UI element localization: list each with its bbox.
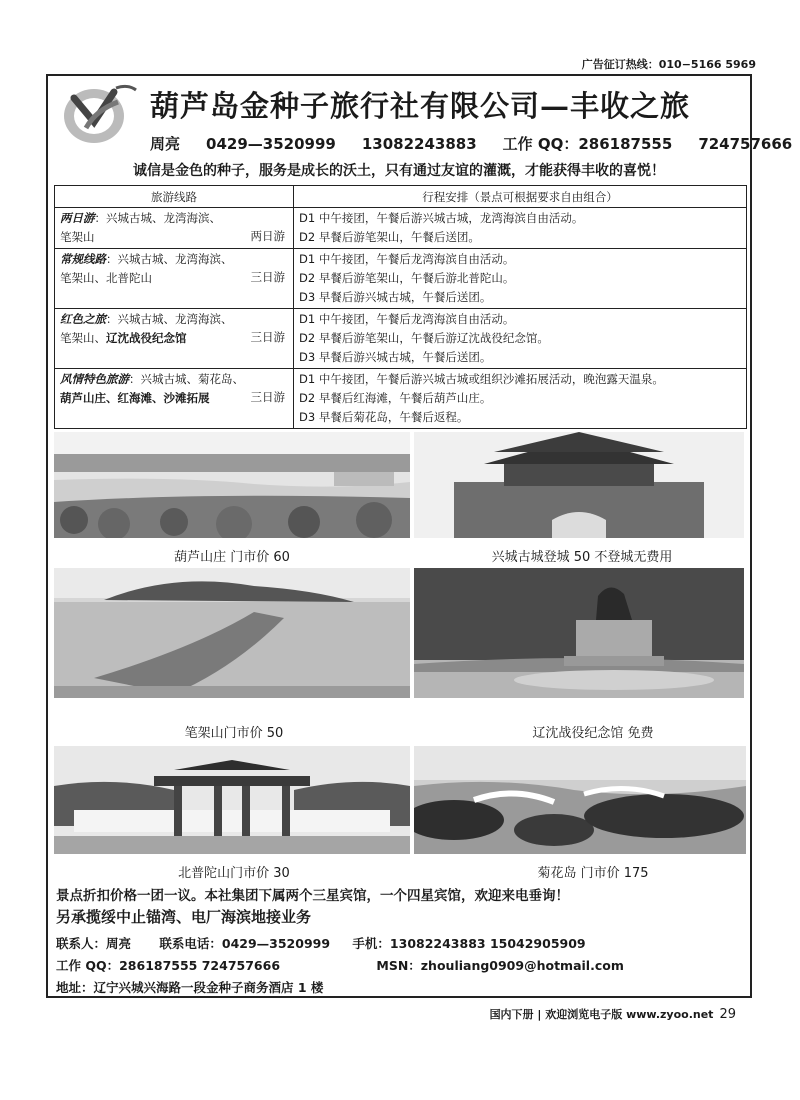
schedule-cell [294,309,747,369]
route-days: 三日游 [250,270,285,284]
route-name: 两日游 [60,211,95,225]
table-row [55,369,747,429]
page-footer [490,1006,736,1022]
photo-xingcheng-gate [414,432,744,538]
contact-phone: 0429—3520999 [206,135,336,153]
table-row [55,309,747,369]
slogan: 诚信是金色的种子，服务是成长的沃土，只有通过友谊的灌溉，才能获得丰收的喜悦！ [133,163,665,179]
caption-north-putuo: 北普陀山门市价 30 [178,866,290,881]
table-row [55,208,747,249]
route-days: 三日游 [250,330,285,344]
schedule-day: D1 中午接团，午餐后龙湾海滨自由活动。 [299,312,515,326]
caption-xingcheng-gate: 兴城古城登城 50 不登城无费用 [491,550,673,565]
contact-qq: 工作 QQ：286187555 [502,135,673,153]
photo-huludao-villa [54,432,410,538]
route-line: 笔架山、北普陀山 [60,271,152,285]
footer-text: 国内下册 | 欢迎浏览电子版 www.zyoo.net [489,1008,714,1021]
schedule-day: D3 早餐后菊花岛，午餐后返程。 [299,410,469,424]
header-contact-line [150,133,792,154]
photo-juhua-island [414,746,746,854]
schedule-day: D1 中午接团，午餐后游兴城古城或组织沙滩拓展活动，晚泡露天温泉。 [299,372,664,386]
schedule-day: D1 中午接团，午餐后龙湾海滨自由活动。 [299,252,515,266]
route-line: 葫芦山庄、红海滩、沙滩拓展 [60,391,210,405]
route-cell: 红色之旅：兴城古城、龙湾海滨、 笔架山、辽沈战役纪念馆 三日游 [55,309,294,369]
route-line: 兴城古城、菊花岛、 [140,372,244,386]
route-line: 笔架山 [60,230,95,244]
caption-juhua-island: 菊花岛 门市价 175 [537,866,649,881]
address: 地址：辽宁兴城兴海路一段金种子商务酒店 1 楼 [56,980,324,995]
contact-tel: 联系电话：0429—3520999 [159,936,331,951]
route-name: 红色之旅 [60,312,106,326]
schedule-day: D2 早餐后红海滩，午餐后葫芦山庄。 [299,391,492,405]
qq-row [56,956,624,974]
caption-liaoshen-memorial: 辽沈战役纪念馆 免费 [532,726,654,741]
schedule-cell [294,249,747,309]
ad-hotline: 广告征订热线：010−5166 5969 [581,58,756,71]
caption-bijia-mountain: 笔架山门市价 50 [184,726,284,741]
company-name: 葫芦岛金种子旅行社有限公司—丰收之旅 [150,89,691,123]
msn-address: MSN：zhouliang0909@hotmail.com [376,958,624,973]
qq-numbers: 工作 QQ：286187555 724757666 [56,958,281,973]
page-number: 29 [719,1007,736,1022]
route-line: 兴城古城、龙湾海滨、 [106,211,221,225]
pricing-notice: 景点折扣价格一团一议。本社集团下属两个三星宾馆，一个四星宾馆，欢迎来电垂询！ [56,888,569,904]
schedule-day: D2 早餐后游笔架山，午餐后游辽沈战役纪念馆。 [299,331,549,345]
schedule-day: D2 早餐后游笔架山，午餐后送团。 [299,230,480,244]
contact-mobile: 13082243883 [361,135,477,153]
route-days: 两日游 [250,229,285,243]
photo-liaoshen-memorial [414,568,744,698]
route-table [54,185,747,429]
route-cell: 风情特色旅游：兴城古城、菊花岛、 葫芦山庄、红海滩、沙滩拓展 三日游 [55,369,294,429]
schedule-cell [294,208,747,249]
route-cell: 常规线路：兴城古城、龙湾海滨、 笔架山、北普陀山 三日游 [55,249,294,309]
route-days: 三日游 [250,390,285,404]
contact-qq2: 724757666 [698,135,793,153]
header-route: 旅游线路 [55,186,294,208]
caption-huludao-villa: 葫芦山庄 门市价 60 [174,550,290,565]
photo-bijia-mountain [54,568,410,698]
table-row [55,249,747,309]
header-schedule: 行程安排（景点可根据要求自由组合） [294,186,747,208]
schedule-day: D3 早餐后游兴城古城，午餐后送团。 [299,350,492,364]
photo-north-putuo [54,746,410,854]
schedule-cell [294,369,747,429]
contact-mobile-numbers: 手机：13082243883 15042905909 [352,936,586,951]
contact-person: 联系人：周亮 [56,936,132,951]
route-line: 兴城古城、龙湾海滨、 [117,252,233,266]
table-header-row [55,186,747,208]
schedule-day: D2 早餐后游笔架山，午餐后游北普陀山。 [299,271,515,285]
route-cell: 两日游：兴城古城、龙湾海滨、 笔架山 两日游 [55,208,294,249]
route-name: 常规线路 [60,252,106,266]
business-line: 另承揽绥中止锚湾、电厂海滨地接业务 [56,908,312,926]
contact-name: 周亮 [150,135,181,153]
schedule-day: D3 早餐后游兴城古城，午餐后送团。 [299,290,492,304]
route-name: 风情特色旅游 [60,372,129,386]
schedule-day: D1 中午接团，午餐后游兴城古城，龙湾海滨自由活动。 [299,211,584,225]
route-line: 笔架山、 [60,331,106,345]
contact-row [56,934,586,952]
company-logo [56,82,140,146]
route-line: 兴城古城、龙湾海滨、 [117,312,233,326]
route-line: 辽沈战役纪念馆 [106,331,187,345]
